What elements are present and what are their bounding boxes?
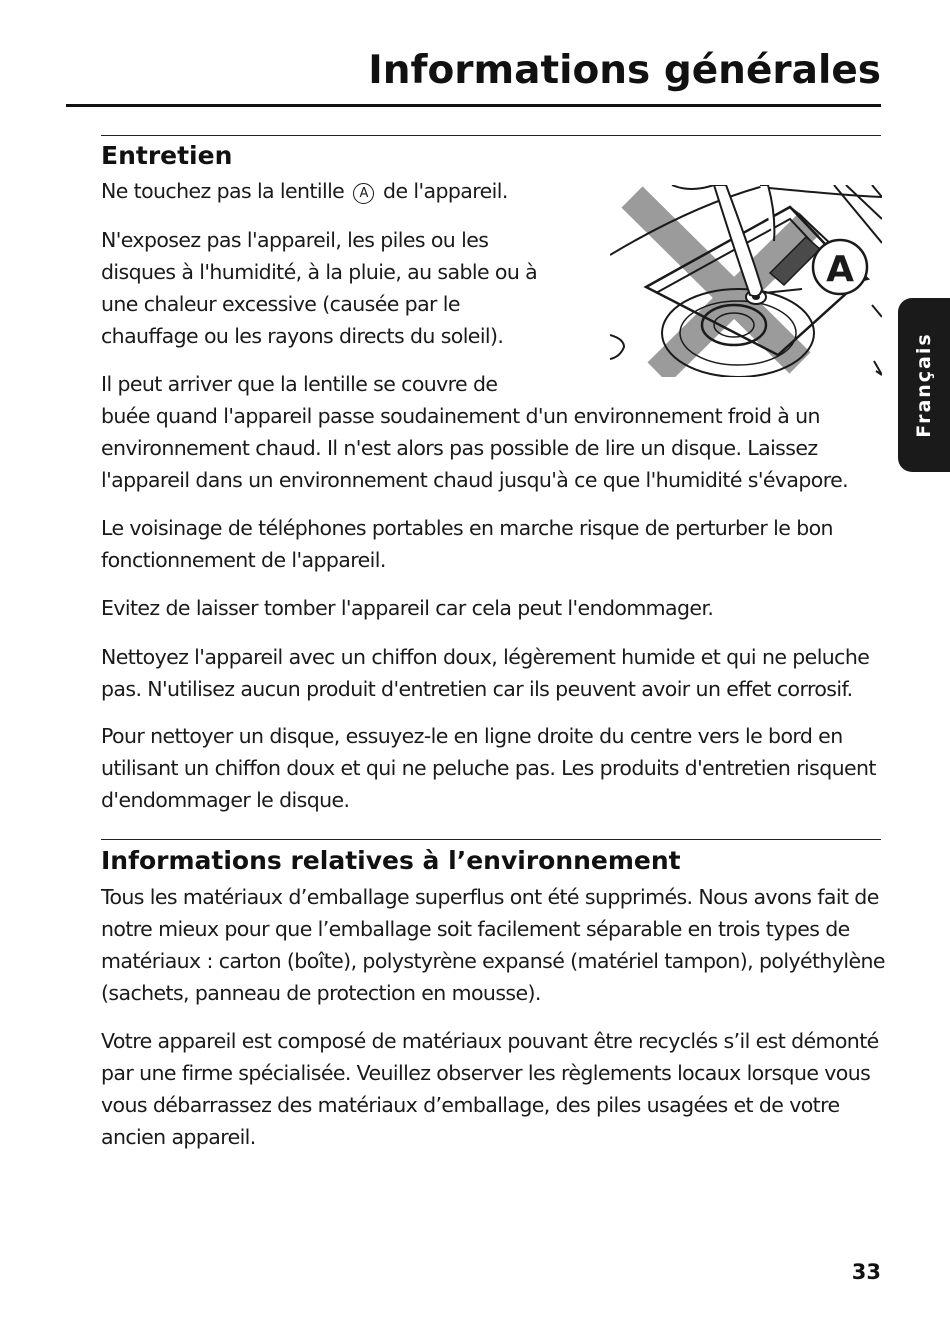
language-tab-label: Français — [913, 332, 935, 438]
page-title: Informations générales — [368, 48, 881, 93]
paragraph-lens-warning — [101, 175, 541, 207]
paragraph-exposure: N'exposez pas l'appareil, les piles ou les disques à l'humidité, à la pluie, au sable ou à une chaleur excessive (causée par le chauffage ou les rayons directs du soleil). — [101, 228, 538, 348]
paragraph-mobile-phones: Le voisinage de téléphones portables en marche risque de perturber le bon fonctionnement de l'appareil. — [101, 516, 833, 572]
lens-text-before: Ne touchez pas la lentille — [101, 179, 345, 203]
lens-marker-a: A — [353, 183, 374, 204]
paragraph-cleaning-disc: Pour nettoyer un disque, essuyez-le en ligne droite du centre vers le bord en utilisant un chiffon doux et qui ne peluche pas. Les produits d'entretien risquent d'endommager le disque. — [101, 724, 876, 812]
paragraph-recycling: Votre appareil est composé de matériaux pouvant être recyclés s’il est démonté par une firme spécialisée. Veuillez observer les règlements locaux lorsque vous vous débarrassez des matériaux d’emballage, des piles usagées et de votre ancien appareil. — [101, 1029, 879, 1149]
section-heading-entretien: Entretien — [101, 141, 233, 170]
paragraph-packaging: Tous les matériaux d’emballage superflus ont été supprimés. Nous avons fait de notre mieux pour que l’emballage soit facilement séparable en trois types de matériaux : carton (boîte), polystyrène expansé (matériel tampon), polyéthylène (sachets, panneau de protection en mousse). — [101, 885, 885, 1005]
paragraph-cleaning-device: Nettoyez l'appareil avec un chiffon doux, légèrement humide et qui ne peluche pas. N'utilisez aucun produit d'entretien car ils peuvent avoir un effet corrosif. — [101, 645, 870, 701]
lens-text-after: de l'appareil. — [383, 179, 508, 203]
paragraph-dropping: Evitez de laisser tomber l'appareil car cela peut l'endommager. — [101, 596, 714, 620]
section-heading-environnement: Informations relatives à l’environnement — [101, 846, 681, 875]
paragraph-condensation-rest: buée quand l'appareil passe soudainement d'un environnement froid à un environnement chaud. Il n'est alors pas possible de lire un disque. Laissez l'appareil dans un environnement chaud jusqu'à ce que l'humidité s'évapore. — [101, 404, 849, 492]
section-divider-entretien — [101, 135, 881, 136]
page-number: 33 — [851, 1260, 881, 1284]
callout-label: A — [826, 249, 854, 290]
section-divider-environnement — [101, 839, 881, 840]
language-tab — [898, 298, 950, 472]
paragraph-condensation-start: Il peut arriver que la lentille se couvre de — [101, 372, 498, 396]
title-rule — [66, 104, 881, 107]
lens-illustration — [610, 185, 882, 377]
